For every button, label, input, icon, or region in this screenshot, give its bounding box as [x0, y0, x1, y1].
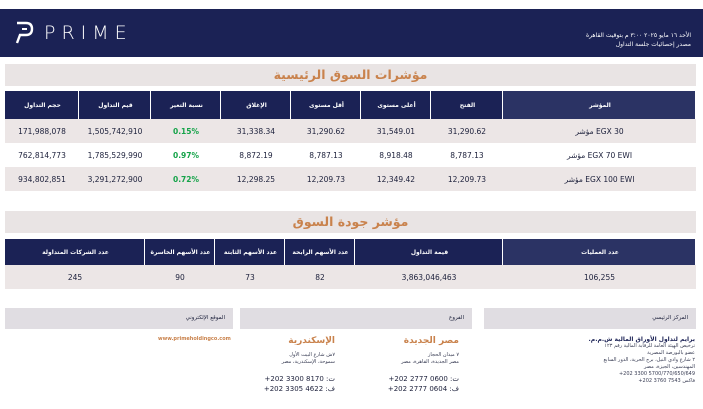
heliopolis-address: [401, 352, 459, 366]
open-cell: 8,787.13: [450, 150, 484, 160]
transactions-cell: 106,255: [503, 265, 696, 289]
market-quality-title: مؤشر جودة السوق: [5, 211, 696, 233]
alex-address: [282, 352, 335, 366]
brand-name: PRIME: [44, 22, 133, 44]
losers-cell: 90: [145, 265, 215, 289]
change-cell: 0.72%: [151, 167, 221, 191]
alex-tel: +202 3300 8170 :ت: [264, 375, 335, 383]
heliopolis-line: مصر الجديدة، القاهرة، مصر: [401, 359, 459, 365]
open-cell: 31,290.62: [431, 119, 503, 143]
heliopolis-city: مصر الجديدة: [403, 336, 459, 346]
header-info: [586, 31, 691, 49]
website-label: الموقع الإلكتروني: [185, 315, 225, 321]
open-cell: 12,209.73: [431, 167, 503, 191]
close-cell: 31,338.34: [221, 119, 291, 143]
branches-label: الفروع: [449, 315, 464, 321]
close-cell: 8,872.19: [239, 150, 273, 160]
heliopolis-line: ٧ ميدان الحجاز: [427, 352, 459, 358]
unchanged-cell: 73: [215, 265, 285, 289]
table-row: [5, 119, 696, 143]
col-trade-value: قيمة التداول: [355, 239, 503, 265]
website-link[interactable]: www.primeholdingco.com: [158, 336, 231, 342]
col-value: قيم التداول: [79, 91, 151, 119]
col-volume: حجم التداول: [5, 91, 79, 119]
low-cell: 8,787.13: [309, 150, 343, 160]
col-low: أقل مستوى: [291, 91, 361, 119]
value-cell: 1,505,742,910: [79, 119, 151, 143]
market-quality-table: [5, 239, 696, 289]
alex-contacts: [264, 374, 335, 394]
branches-label-bar: [240, 308, 472, 329]
high-cell: 8,918.48: [379, 150, 413, 160]
hq-line: ٢ شارع وادي النيل، برج الحرية، الدور السابع: [603, 357, 695, 363]
volume-cell: 934,802,851: [5, 167, 79, 191]
col-open: الفتح: [431, 91, 503, 119]
hq-line: عضو بالبورصة المصرية: [647, 350, 695, 356]
alex-city: الإسكندرية: [288, 336, 335, 346]
website-label-bar: [5, 308, 233, 329]
volume-cell: 171,988,078: [5, 119, 79, 143]
report-date: الأحد ١٦ مايو ٢٠٢٥ ٣:٠٠ م بتوقيت القاهرة: [585, 32, 691, 39]
volume-cell: 762,814,773: [18, 150, 66, 160]
change-cell: 0.15%: [151, 119, 221, 143]
index-name-cell: مؤشر EGX 70 EWI: [566, 150, 633, 160]
hq-label-bar: [484, 308, 696, 329]
table-row: [5, 265, 696, 289]
hq-label: المركز الرئيسي: [652, 315, 688, 321]
col-unchanged: عدد الأسهم الثابتة: [215, 239, 285, 265]
col-index: المؤشر: [503, 91, 696, 119]
trade-value-cell: 3,863,046,463: [355, 265, 503, 289]
low-cell: 31,290.62: [291, 119, 361, 143]
col-losers: عدد الأسهم الخاسرة: [145, 239, 215, 265]
report-header: [0, 9, 703, 57]
alex-fax: +202 3305 4622 :ف: [263, 385, 335, 393]
index-name-cell: مؤشر EGX 100 EWI: [503, 167, 696, 191]
hq-company: برايم لتداول الأوراق المالية ش.م.م.: [588, 336, 695, 343]
value-cell: 3,291,272,900: [79, 167, 151, 191]
col-change: نسبة التغير: [151, 91, 221, 119]
heliopolis-tel: +202 2777 0600 :ت: [388, 375, 459, 383]
col-traded-companies: عدد الشركات المتداولة: [5, 239, 145, 265]
market-indices-table: [5, 91, 696, 191]
alex-line: ٧ش شارع البيت الأول: [289, 352, 335, 358]
col-gainers: عدد الأسهم الرابحة: [285, 239, 355, 265]
hq-line: المهندسين، الجيزة، مصر: [644, 364, 695, 370]
high-cell: 12,349.42: [361, 167, 431, 191]
traded-companies-cell: 245: [5, 265, 145, 289]
heliopolis-fax: +202 2777 0604 :ف: [387, 385, 459, 393]
change-cell: 0.97%: [172, 150, 200, 160]
table-row: [5, 167, 696, 191]
alex-line: سموحة، الإسكندرية، مصر: [281, 359, 335, 365]
low-cell: 12,209.73: [291, 167, 361, 191]
gainers-cell: 82: [285, 265, 355, 289]
table-row: [5, 143, 696, 167]
col-high: أعلى مستوى: [361, 91, 431, 119]
col-transactions: عدد العمليات: [503, 239, 696, 265]
brand-logo: [14, 19, 133, 47]
index-name-cell: مؤشر EGX 30: [503, 119, 696, 143]
heliopolis-contacts: [388, 374, 459, 394]
report-subtitle: مصدر إحصائيات جلسة التداول: [615, 41, 691, 48]
value-cell: 1,785,529,990: [87, 150, 143, 160]
close-cell: 12,298.25: [221, 167, 291, 191]
col-close: الإغلاق: [221, 91, 291, 119]
hq-address: [505, 336, 695, 385]
hq-fax: فاكس 7543 3760 202+: [638, 378, 695, 384]
hq-line: ترخيص الهيئة العامة للرقابة المالية رقم ١٢٣: [604, 343, 695, 349]
high-cell: 31,549.01: [361, 119, 431, 143]
prime-logo-icon: [14, 21, 34, 45]
hq-tel: +202 3300 5700/770/650/649: [618, 371, 695, 377]
market-indices-title: مؤشرات السوق الرئيسية: [5, 64, 696, 86]
